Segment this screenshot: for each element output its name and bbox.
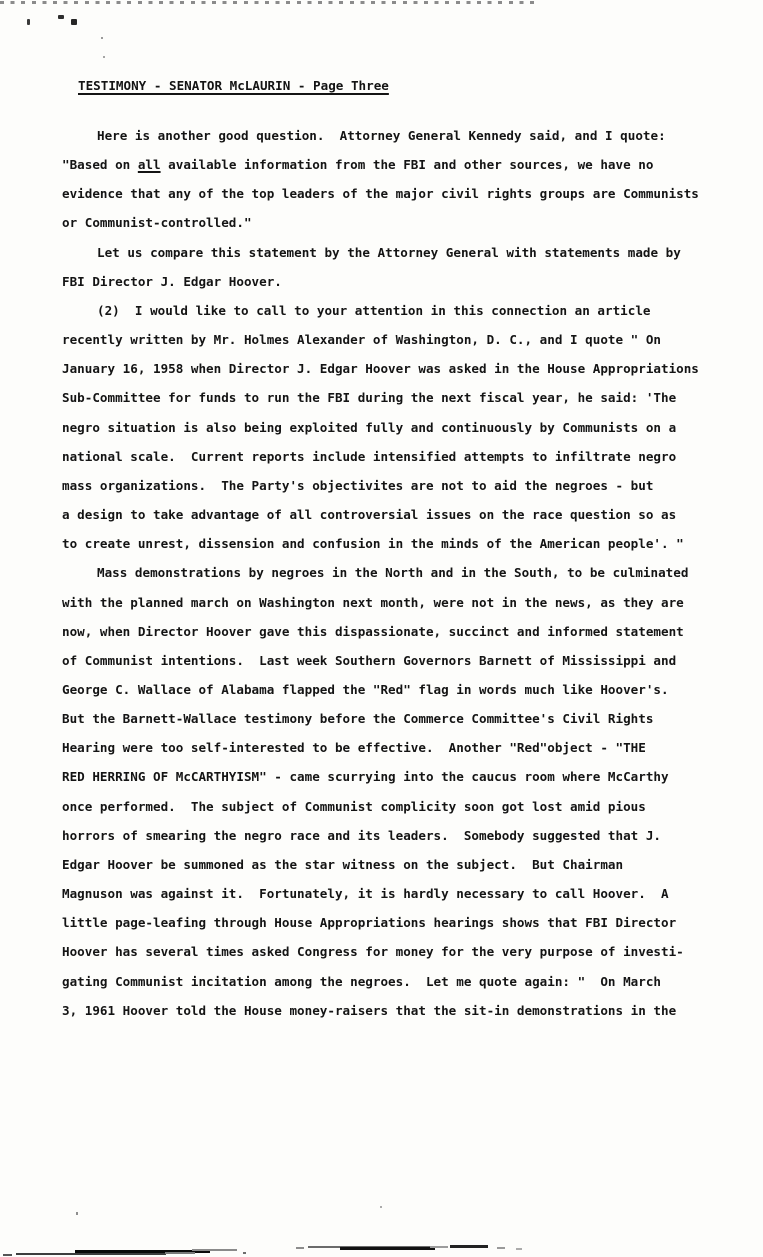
scan-smudge-line — [192, 1249, 237, 1251]
text-line — [62, 821, 722, 850]
scan-speck — [27, 19, 30, 25]
text-segment: Mass demonstrations by negroes in the North and in the South, to be culminated — [97, 565, 689, 581]
text-segment: Magnuson was against it. Fortunately, it is hardly necessary to call Hoover. A — [62, 886, 669, 902]
text-segment: mass organizations. The Party's objectivites are not to aid the negroes - but — [62, 477, 654, 493]
text-line — [62, 267, 722, 296]
text-segment: or Communist-controlled." — [62, 215, 252, 231]
text-segment: (2) I would like to call to your attention in this connection an article — [97, 302, 651, 318]
document-body — [62, 121, 722, 1025]
text-line — [62, 792, 722, 821]
text-line — [62, 588, 722, 617]
underlined-word: all — [137, 157, 161, 173]
text-segment: RED HERRING OF McCARTHYISM" - came scurrying into the caucus room where McCarthy — [62, 769, 669, 785]
text-line — [62, 471, 722, 500]
page-title: TESTIMONY - SENATOR McLAURIN - Page Three — [78, 78, 389, 93]
text-segment: Hoover has several times asked Congress for money for the very purpose of investi- — [62, 944, 684, 960]
text-line — [62, 967, 722, 996]
text-line — [62, 733, 722, 762]
text-line — [62, 354, 722, 383]
text-line — [62, 558, 722, 587]
text-line — [62, 442, 722, 471]
text-segment: little page-leafing through House Appropriations hearings shows that FBI Director — [62, 915, 677, 931]
text-segment: George C. Wallace of Alabama flapped the "Red" flag in words much like Hoover's. — [62, 681, 669, 697]
text-line — [62, 996, 722, 1025]
text-line — [62, 179, 722, 208]
text-segment: January 16, 1958 when Director J. Edgar Hoover was asked in the House Appropriations — [62, 361, 699, 377]
text-segment: Edgar Hoover be summoned as the star witness on the subject. But Chairman — [62, 856, 624, 872]
text-segment: negro situation is also being exploited fully and continuously by Communists on a — [62, 419, 677, 435]
text-segment: gating Communist incitation among the negroes. Let me quote again: " On March — [62, 973, 661, 989]
scan-smudge-line — [296, 1247, 304, 1249]
text-segment: evidence that any of the top leaders of the major civil rights groups are Communists — [62, 186, 699, 202]
text-line — [62, 296, 722, 325]
text-segment: to create unrest, dissension and confusion in the minds of the American people'. " — [62, 536, 684, 552]
scan-edge-dashes — [0, 1, 534, 4]
text-segment: of Communist intentions. Last week Southern Governors Barnett of Mississippi and — [62, 652, 677, 668]
scan-speck — [103, 56, 105, 58]
scan-smudge-line — [3, 1254, 12, 1256]
scan-speck — [71, 19, 77, 25]
text-line — [62, 238, 722, 267]
scan-smudge-line — [450, 1245, 488, 1248]
text-line — [62, 121, 722, 150]
text-line — [62, 529, 722, 558]
scan-smudge-line — [516, 1248, 522, 1250]
text-segment: a design to take advantage of all controversial issues on the race question so as — [62, 507, 677, 523]
text-line — [62, 150, 722, 179]
text-segment: Hearing were too self-interested to be effective. Another "Red"object - "THE — [62, 740, 646, 756]
scan-speck — [380, 1206, 382, 1208]
text-segment: now, when Director Hoover gave this dispassionate, succinct and informed statement — [62, 623, 684, 639]
scan-smudge-line — [340, 1247, 435, 1250]
text-line — [62, 937, 722, 966]
scan-speck — [76, 1212, 78, 1215]
scan-speck — [58, 15, 64, 19]
text-segment: recently written by Mr. Holmes Alexander of Washington, D. C., and I quote " On — [62, 332, 661, 348]
text-line — [62, 850, 722, 879]
text-segment: But the Barnett-Wallace testimony before the Commerce Committee's Civil Rights — [62, 711, 654, 727]
text-segment: Sub-Committee for funds to run the FBI during the next fiscal year, he said: 'The — [62, 390, 677, 406]
text-segment: available information from the FBI and other sources, we have no — [160, 157, 654, 173]
text-segment: FBI Director J. Edgar Hoover. — [62, 273, 282, 289]
text-segment: "Based on — [62, 157, 138, 173]
scan-smudge-line — [243, 1252, 246, 1254]
scan-smudge-line — [16, 1253, 166, 1255]
scan-smudge-line — [497, 1247, 505, 1249]
text-segment: Let us compare this statement by the Attorney General with statements made by — [97, 244, 681, 260]
text-segment: once performed. The subject of Communist complicity soon got lost amid pious — [62, 798, 646, 814]
text-line — [62, 617, 722, 646]
text-segment: with the planned march on Washington next month, were not in the news, as they are — [62, 594, 684, 610]
text-line — [62, 675, 722, 704]
text-line — [62, 208, 722, 237]
text-line — [62, 383, 722, 412]
text-segment: 3, 1961 Hoover told the House money-raisers that the sit-in demonstrations in the — [62, 1002, 677, 1018]
text-line — [62, 646, 722, 675]
scan-smudge-line — [430, 1246, 448, 1248]
text-segment: horrors of smearing the negro race and its leaders. Somebody suggested that J. — [62, 827, 661, 843]
scan-speck — [101, 37, 103, 39]
text-line — [62, 325, 722, 354]
text-line — [62, 879, 722, 908]
text-line — [62, 908, 722, 937]
text-segment: Here is another good question. Attorney General Kennedy said, and I quote: — [97, 128, 666, 143]
text-line — [62, 413, 722, 442]
scan-smudge-line — [165, 1252, 195, 1254]
text-line — [62, 704, 722, 733]
text-segment: national scale. Current reports include intensified attempts to infiltrate negro — [62, 448, 677, 464]
text-line — [62, 500, 722, 529]
text-line — [62, 762, 722, 791]
